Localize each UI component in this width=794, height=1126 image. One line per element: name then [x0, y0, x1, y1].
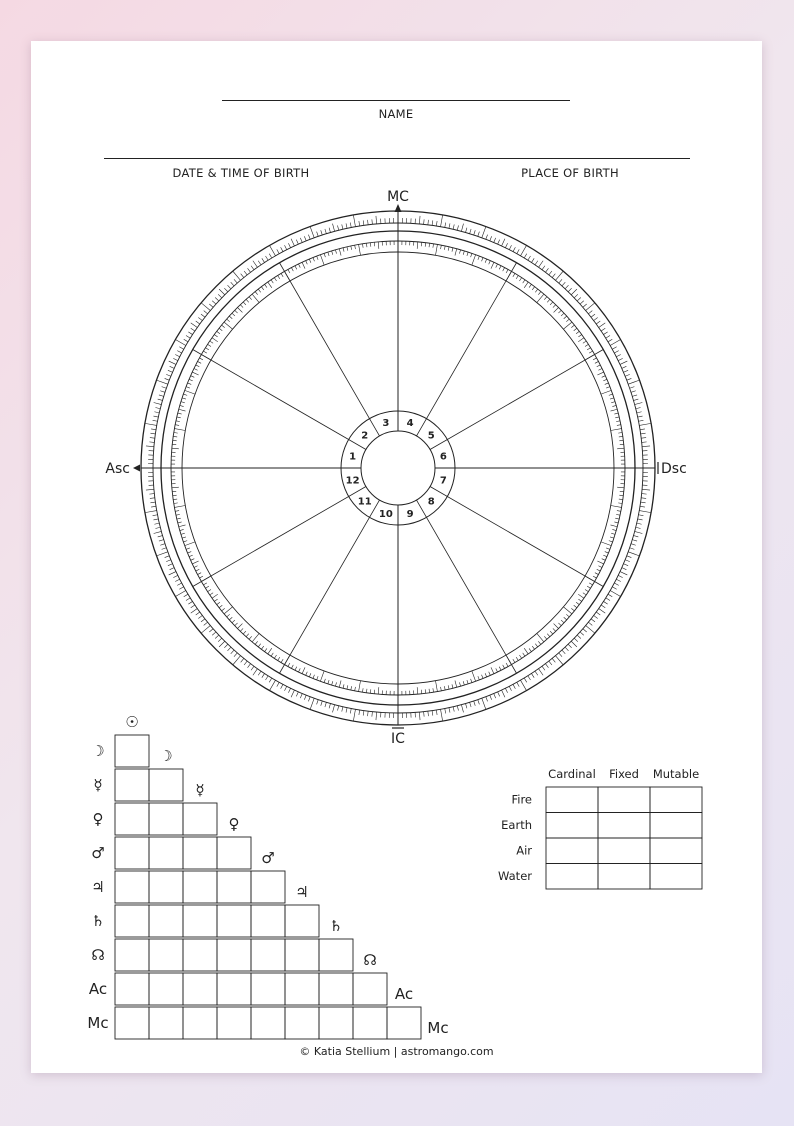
- mc-label: MC: [387, 189, 409, 205]
- row-label-water: Water: [498, 869, 532, 883]
- ascendant-diagonal-glyph: Ac: [394, 985, 414, 1003]
- jupiter-diagonal-glyph: ♃: [295, 883, 309, 901]
- element-cell: [546, 787, 598, 813]
- saturn-diagonal-glyph: ♄: [329, 917, 343, 935]
- name-label: NAME: [378, 107, 414, 121]
- element-cell: [650, 813, 702, 839]
- house-number-9: 9: [406, 508, 414, 520]
- ic-label: IC: [391, 731, 405, 747]
- mercury-row-glyph: ☿: [93, 776, 103, 794]
- house-number-11: 11: [357, 496, 372, 508]
- element-cell: [546, 864, 598, 890]
- venus-diagonal-glyph: ♀: [228, 815, 240, 833]
- asc-label: Asc: [105, 461, 130, 477]
- element-cell: [598, 813, 650, 839]
- midheaven-diagonal-glyph: Mc: [427, 1019, 449, 1037]
- element-cell: [598, 838, 650, 864]
- elements-modalities-table: [31, 41, 762, 1073]
- mars-row-glyph: ♂: [91, 844, 105, 862]
- moon-row-glyph: ☽: [91, 742, 105, 760]
- house-number-1: 1: [349, 451, 357, 463]
- house-number-10: 10: [378, 508, 393, 520]
- house-number-2: 2: [361, 430, 369, 442]
- dsc-label: Dsc: [661, 461, 687, 477]
- house-number-7: 7: [439, 475, 447, 487]
- jupiter-row-glyph: ♃: [91, 878, 105, 896]
- column-header-fixed: Fixed: [609, 767, 639, 781]
- element-cell: [598, 787, 650, 813]
- column-header-mutable: Mutable: [652, 767, 700, 781]
- mars-diagonal-glyph: ♂: [261, 849, 275, 867]
- row-label-earth: Earth: [501, 818, 532, 832]
- mercury-diagonal-glyph: ☿: [195, 781, 205, 799]
- moon-diagonal-glyph: ☽: [159, 747, 173, 765]
- element-cell: [650, 787, 702, 813]
- element-cell: [650, 838, 702, 864]
- node-diagonal-glyph: ☊: [363, 951, 377, 969]
- date-time-label: DATE & TIME OF BIRTH: [172, 166, 310, 180]
- row-label-fire: Fire: [511, 792, 532, 807]
- midheaven-row-glyph: Mc: [87, 1014, 109, 1032]
- ascendant-row-glyph: Ac: [88, 980, 108, 998]
- element-cell: [598, 864, 650, 890]
- sun-diagonal-glyph: ☉: [125, 713, 139, 731]
- house-number-5: 5: [427, 430, 435, 442]
- house-number-6: 6: [439, 451, 447, 463]
- node-row-glyph: ☊: [91, 946, 105, 964]
- chart-worksheet: [31, 41, 762, 1073]
- house-number-12: 12: [345, 475, 360, 487]
- element-cell: [546, 838, 598, 864]
- saturn-row-glyph: ♄: [91, 912, 105, 930]
- element-cell: [546, 813, 598, 839]
- place-label: PLACE OF BIRTH: [521, 166, 619, 180]
- house-number-4: 4: [406, 418, 414, 430]
- copyright-footer: © Katia Stellium | astromango.com: [299, 1045, 494, 1058]
- element-cell: [650, 864, 702, 890]
- house-number-8: 8: [427, 496, 435, 508]
- row-label-air: Air: [516, 843, 532, 858]
- venus-row-glyph: ♀: [92, 810, 104, 828]
- column-header-cardinal: Cardinal: [548, 767, 596, 781]
- house-number-3: 3: [382, 418, 390, 430]
